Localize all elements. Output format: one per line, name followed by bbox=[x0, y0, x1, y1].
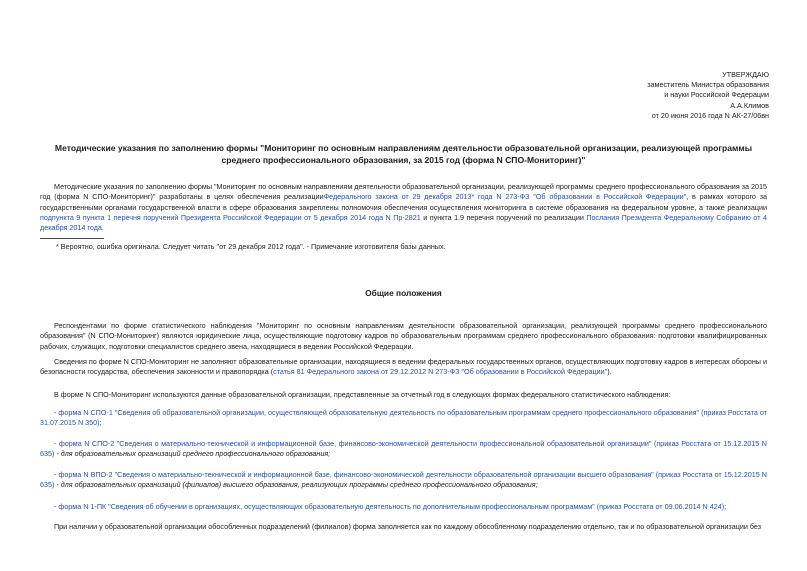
approval-signatory: А.А.Климов bbox=[730, 100, 769, 110]
article-81-link[interactable]: статья 81 Федерального закона от 29.12.2012 N 273-ФЗ "Об образовании в Российской Федерации" bbox=[273, 367, 608, 377]
exclusions-text-2: ). bbox=[607, 367, 612, 377]
president-address-link[interactable]: Послания Президента Федеральному Собранию от 4 декабря 2014 года bbox=[40, 212, 767, 233]
approval-block bbox=[647, 70, 769, 121]
form-1pk-tail: ; bbox=[724, 502, 727, 511]
federal-law-link[interactable]: Федерального закона от 29 декабря 2013* года N 273-ФЗ "Об образовании в Российской Федерации" bbox=[323, 192, 687, 202]
document-title: Методические указания по заполнению формы "Мониторинг по основным направлениям деятельности образовательной организации, реализующей программы среднего профессионального образования, за 2015 год (форма N СПО-Мониторинг)" bbox=[54, 143, 753, 165]
form-vpo2-tail: - для образовательных организаций (филиалов) высшего образования, реализующих программы среднего профессионального образования; bbox=[54, 480, 538, 490]
intro-text-1: Методические указания по заполнению формы "Мониторинг по основным направлениям деятельности образовательной организации, реализующей программы среднего профессионального образования за 2015 год (форма N СПО-Мониторинг)" разработаны в целях обеспечения реализации bbox=[40, 182, 767, 202]
form-vpo2-link[interactable]: - форма N ВПО-2 "Сведения о материально-технической и информационной базе, финансово-экономической деятельности образовательной организации высшего образования" (приказ Росстата от 15.12.2015 N 635) bbox=[40, 470, 767, 490]
forms-intro-paragraph: В форме N СПО-Мониторинг используются данные образовательной организации, представленные за отчетный год в следующих формах федерального статистического наблюдения: bbox=[54, 390, 671, 399]
approval-ministry: и науки Российской Федерации bbox=[664, 90, 769, 100]
approval-heading: УТВЕРЖДАЮ bbox=[722, 70, 769, 79]
form-list-item bbox=[40, 439, 767, 460]
footnote-divider bbox=[40, 238, 104, 239]
intro-paragraph bbox=[40, 182, 767, 233]
form-list-item bbox=[40, 408, 767, 429]
approval-date: от 20 июня 2016 года N АК-27/06вн bbox=[651, 110, 769, 120]
form-spo1-tail: ; bbox=[99, 418, 102, 428]
form-1pk-link[interactable]: - форма N 1-ПК "Сведения об обучении в организациях, осуществляющих образовательную деятельность по дополнительным профессиональным программам" (приказ Росстата от 09.06.2014 N 424) bbox=[54, 502, 725, 511]
exclusions-paragraph bbox=[40, 357, 767, 378]
form-spo1-link[interactable]: - форма N СПО-1 "Сведения об образовательной организации, осуществляющей образовательную деятельность по образовательным программам среднего профессионального образования" (приказ Росстата от 31.07.2015 N 350) bbox=[40, 408, 767, 428]
intro-text-4: . bbox=[101, 223, 104, 233]
branches-paragraph: При наличии у образовательной организации обособленных подразделений (филиалов) форма заполняется как по каждому обособленному подразделению отдельно, так и по образовательной организации без bbox=[54, 522, 762, 531]
intro-text-3: и пункта 1.9 перечня поручений по реализации bbox=[420, 212, 587, 222]
form-list-item bbox=[40, 502, 767, 512]
form-list-item bbox=[40, 470, 767, 491]
respondents-paragraph: Респондентами по форме статистического наблюдения "Мониторинг по основным направлениям деятельности образовательной организации, реализующей программы среднего профессионального образования" (N СПО-Мониторинг) являются юридические лица, осуществляющие подготовку кадров по образовательным программам среднего профессионального образования: подготовки квалифицированных рабочих, служащих, подготовки специалистов среднего звена, находящиеся в ведении Российской Федерации. bbox=[40, 321, 767, 351]
form-spo2-tail: - для образовательных организаций среднего профессионального образования; bbox=[54, 449, 331, 459]
president-order-link[interactable]: подпункта 9 пункта 1 перечня поручений Президента Российской Федерации от 5 декабря 2014 года N Пр-2821 bbox=[40, 212, 421, 222]
footnote: * Вероятно, ошибка оригинала. Следует читать "от 29 декабря 2012 года". - Примечание изготовителя базы данных. bbox=[56, 242, 446, 251]
form-spo2-link[interactable]: - форма N СПО-2 "Сведения о материально-технической и информационной базе, финансово-экономической деятельности профессиональной образовательной организации" (приказ Росстата от 15.12.2015 N 635) bbox=[40, 439, 767, 459]
approval-position: заместитель Министра образования bbox=[647, 80, 769, 90]
section-title: Общие положения bbox=[365, 288, 442, 298]
intro-text-2: , в рамках которого за государственными органами государственной власти в сфере образования закреплены полномочия обеспечения осуществления мониторинга в системе образования на федеральном уровне, а также реализации bbox=[40, 192, 768, 212]
exclusions-text-1: Сведения по форме N СПО-Мониторинг не заполняют образовательные организации, находящиеся в ведении федеральных государственных органов, осуществляющих подготовку кадров в интересах обороны и безопасности государства, обеспечения законности и правопорядка ( bbox=[40, 357, 767, 377]
